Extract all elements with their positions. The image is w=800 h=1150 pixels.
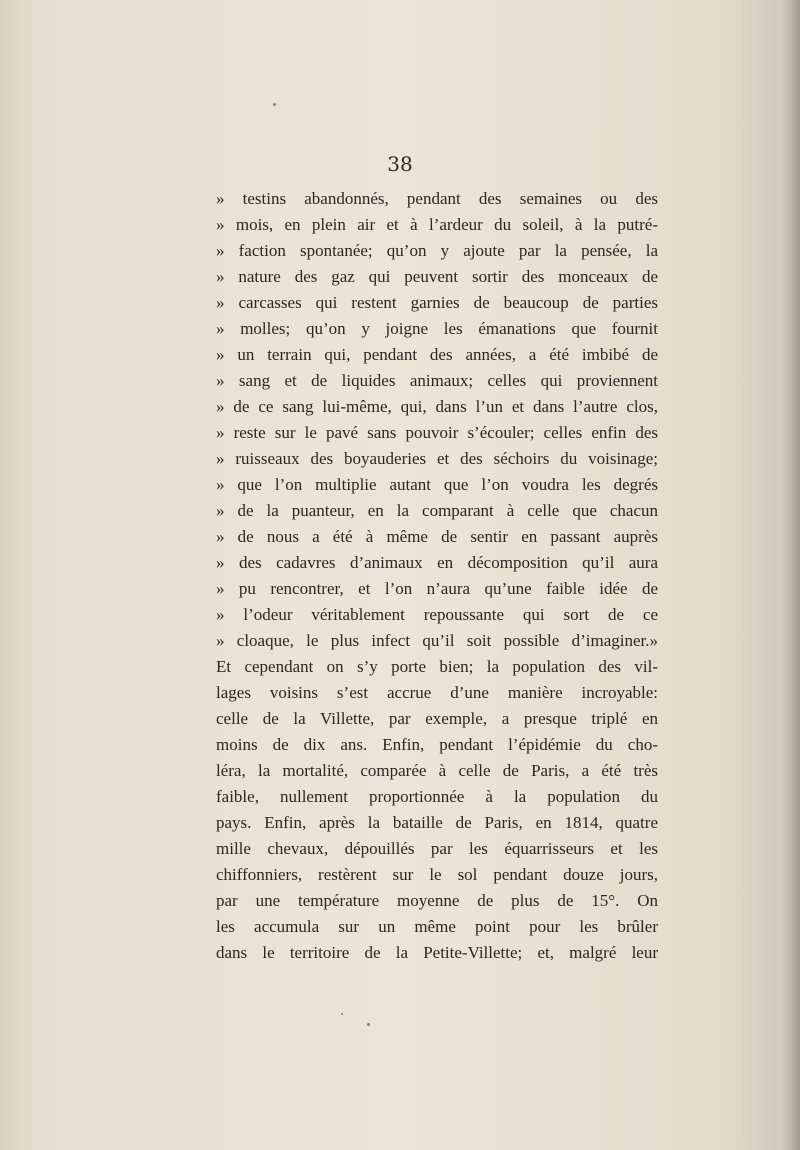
text-line: » un terrain qui, pendant des années, a été imbibé de xyxy=(216,345,658,364)
text-line: par une température moyenne de plus de 15°. On xyxy=(216,891,658,910)
text-line: » ruisseaux des boyauderies et des séchoirs du voisinage; xyxy=(216,449,658,468)
text-line: » pu rencontrer, et l’on n’aura qu’une faible idée de xyxy=(216,579,658,598)
text-line: » reste sur le pavé sans pouvoir s’écouler; celles enfin des xyxy=(216,423,658,442)
text-line: » des cadavres d’animaux en décomposition qu’il aura xyxy=(216,553,658,572)
text-line: » carcasses qui restent garnies de beaucoup de parties xyxy=(216,293,658,312)
text-line: moins de dix ans. Enfin, pendant l’épidémie du cho- xyxy=(216,735,658,754)
text-line: faible, nullement proportionnée à la population du xyxy=(216,787,658,806)
paper-speck xyxy=(367,1023,370,1026)
text-line: » cloaque, le plus infect qu’il soit possible d’imaginer.» xyxy=(216,631,658,650)
paper-speck xyxy=(341,1013,343,1015)
text-line: léra, la mortalité, comparée à celle de Paris, a été très xyxy=(216,761,658,780)
body-text xyxy=(216,186,658,966)
text-line: » mois, en plein air et à l’ardeur du soleil, à la putré- xyxy=(216,215,658,234)
text-line: celle de la Villette, par exemple, a presque triplé en xyxy=(216,709,658,728)
text-line: les accumula sur un même point pour les brûler xyxy=(216,917,658,936)
text-line: » de ce sang lui-même, qui, dans l’un et dans l’autre clos, xyxy=(216,397,658,416)
text-line: » faction spontanée; qu’on y ajoute par la pensée, la xyxy=(216,241,658,260)
text-line: » molles; qu’on y joigne les émanations que fournit xyxy=(216,319,658,338)
text-line: lages voisins s’est accrue d’une manière incroyable: xyxy=(216,683,658,702)
text-line: » de la puanteur, en la comparant à celle que chacun xyxy=(216,501,658,520)
text-line: » l’odeur véritablement repoussante qui sort de ce xyxy=(216,605,658,624)
text-line: dans le territoire de la Petite-Villette; et, malgré leur xyxy=(216,943,658,962)
text-line: pays. Enfin, après la bataille de Paris, en 1814, quatre xyxy=(216,813,658,832)
text-line: » sang et de liquides animaux; celles qui proviennent xyxy=(216,371,658,390)
text-line: Et cependant on s’y porte bien; la population des vil- xyxy=(216,657,658,676)
page-number: 38 xyxy=(387,152,413,176)
text-line: » testins abandonnés, pendant des semaines ou des xyxy=(216,189,658,208)
text-line: » que l’on multiplie autant que l’on voudra les degrés xyxy=(216,475,658,494)
text-line: mille chevaux, dépouillés par les équarrisseurs et les xyxy=(216,839,658,858)
paper-speck xyxy=(273,103,276,106)
text-line: » nature des gaz qui peuvent sortir des monceaux de xyxy=(216,267,658,286)
text-line: chiffonniers, restèrent sur le sol pendant douze jours, xyxy=(216,865,658,884)
text-line: » de nous a été à même de sentir en passant auprès xyxy=(216,527,658,546)
